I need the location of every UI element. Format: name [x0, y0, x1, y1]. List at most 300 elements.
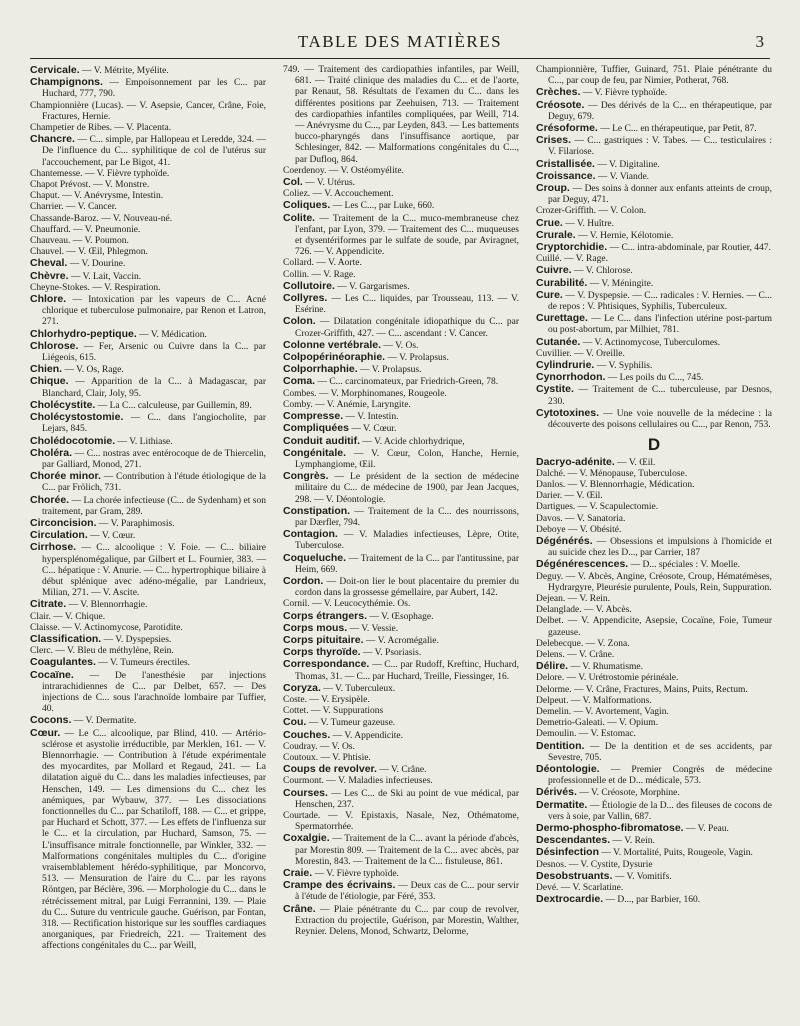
entry-headword: Dérivés. [536, 786, 577, 799]
entry-text: — De la dentition et de ses accidents, par Sevestre, 705. [548, 741, 772, 763]
entry-text: Darier. — V. Œil. [536, 491, 603, 502]
entry-text: Deguy. — V. Abcès, Angine, Créosote, Croup, Hématémèses, Hydrargyre, Pleurésie purulente, Pouls, Rein, Suppuration. [536, 571, 772, 593]
entry-text: — V. Dyspepsie. — C... radicales : V. Hernies. — C... de repos : V. Phtisiques, Syphilis, Tuberculeux. [548, 290, 772, 313]
entry-text: — Les C..., par Luke, 660. [332, 201, 435, 212]
index-entry [536, 242, 772, 254]
entry-headword: Cordon. [283, 574, 324, 587]
entry-text: Delore. — V. Urétrostomie périnéale. [536, 673, 679, 684]
index-entry [536, 206, 772, 217]
index-entry [536, 639, 772, 650]
index-entry [283, 730, 519, 742]
entry-text: Championnière (Lucas). — V. Asepsie, Cancer, Crâne, Foie, Fractures, Hernie. [30, 100, 266, 122]
entry-text: Chapot Prévost. — V. Monstre. [30, 180, 150, 191]
entry-text: — V. Créosote, Morphine. [579, 788, 680, 799]
index-entry [536, 707, 772, 718]
index-entry [536, 480, 772, 491]
entry-text: Chauvel. — V. Œil, Phlegmon. [30, 247, 148, 258]
index-entry [283, 742, 519, 753]
entry-headword: Colite. [283, 211, 316, 224]
entry-text: — V. Lait, Vaccin. [70, 271, 142, 282]
entry-text: — C... nostras avec entérocoque de de Thiercelin, par Galliard, Monod, 271. [42, 448, 266, 470]
index-entry [30, 715, 266, 727]
index-entry [30, 341, 266, 364]
index-entry [536, 491, 772, 502]
entry-headword: Colon. [283, 315, 316, 328]
entry-headword: Chlore. [30, 293, 67, 306]
entry-text: — V. Œil. [617, 457, 656, 468]
entry-headword: Coma. [283, 375, 316, 388]
entry-text: Devé. — V. Scarlatine. [536, 883, 624, 894]
entry-headword: Colporrhaphie. [283, 363, 358, 376]
index-entry [30, 180, 266, 191]
entry-text: Clair. — V. Chique. [30, 611, 106, 622]
index-entry [283, 695, 519, 706]
entry-text: Demelin. — V. Avortement, Vagin. [536, 706, 669, 717]
entry-headword: Collyres. [283, 292, 328, 305]
entry-text: — Les C... de Ski au point de vue médical, par Henschen, 237. [295, 788, 519, 810]
entry-text: Charrier. — V. Cancer. [30, 202, 117, 213]
entry-headword: Citrate. [30, 598, 67, 611]
index-entry [536, 605, 772, 616]
entry-text: Delanglade. — V. Abcès. [536, 605, 632, 616]
entry-text: — V. Huître. [565, 218, 614, 229]
entry-text: Chaput. — V. Anévrysme, Intestin. [30, 191, 164, 202]
index-entry [30, 634, 266, 646]
index-entry [30, 101, 266, 123]
index-entry [536, 408, 772, 431]
entry-headword: Crèches. [536, 86, 581, 99]
entry-text: — V. Méningite. [589, 278, 654, 289]
entry-text: — Traitement de la C... par l'antitussine, par Heim, 669. [295, 553, 519, 575]
index-entry [30, 542, 266, 599]
entry-text: — C... gastriques : V. Tabes. — C... testiculaires : V. Filariose. [548, 136, 772, 158]
entry-text: — La C... calculeuse, par Guillemin, 89. [97, 400, 252, 411]
entry-text: — Fer, Arsenic ou Cuivre dans la C... par Liégeois, 615. [42, 341, 266, 364]
entry-text: Demetrio-Galeati. — V. Opium. [536, 718, 659, 729]
entry-headword: Dégénérescences. [536, 558, 629, 571]
index-entry [536, 313, 772, 336]
entry-text: — De l'anesthésie par injections intrarachidiennes de C... par Delbet, 657. — Des injections de C... sous l'arachnoïde lombaire par Tuffier, 40. [42, 670, 266, 715]
entry-text: — V. Blennorrhagie. [68, 600, 148, 611]
entry-headword: Classification. [30, 632, 102, 645]
index-entry [536, 871, 772, 883]
entry-text: — Doit-on lier le bout placentaire du premier du cordon dans la grossesse gémellaire, par Aubert, 142. [295, 576, 519, 599]
entry-text: Cottet. — V. Suppurations [283, 706, 384, 717]
entry-text: — V. Peau. [685, 824, 729, 834]
index-entry [536, 278, 772, 290]
entry-headword: Courses. [283, 786, 328, 799]
entry-headword: Cure. [536, 288, 563, 301]
index-entry [536, 650, 772, 661]
entry-text: — V. Prolapsus. [387, 353, 449, 364]
entry-headword: Corps thyroïde. [283, 646, 361, 659]
entry-headword: Cuivre. [536, 264, 572, 277]
index-entry [536, 457, 772, 469]
entry-headword: Colpopérinéoraphie. [283, 351, 386, 364]
entry-text: — Le C... en thérapeutique, par Petit, 87. [600, 124, 757, 135]
entry-text: Clerc. — V. Bleu de méthylène, Rein. [30, 646, 174, 657]
index-entry [536, 718, 772, 729]
entry-headword: Cholécystite. [30, 398, 96, 411]
index-entry [536, 536, 772, 559]
entry-text: — V. Gargarismes. [337, 281, 410, 292]
index-entry [536, 384, 772, 407]
index-entry [30, 202, 266, 213]
index-entry [536, 685, 772, 696]
entry-headword: Crâne. [283, 902, 316, 915]
entry-headword: Crue. [536, 216, 563, 229]
entry-headword: Cynorrhodon. [536, 371, 606, 384]
entry-text: Combes. — V. Morphinomanes, Rougeole. [283, 388, 447, 399]
entry-text: Delens. — V. Crâne. [536, 649, 615, 660]
entry-text: Davos. — V. Sanatoria. [536, 513, 626, 524]
entry-headword: Cocons. [30, 714, 72, 727]
entry-text: — C... dans l'angiocholite, par Lejars, 845. [42, 413, 266, 435]
index-entry [536, 661, 772, 673]
entry-text: Claisse. — V. Actinomycose, Parotidite. [30, 622, 183, 633]
entry-headword: Dacryo-adénite. [536, 455, 615, 468]
entry-headword: Correspondance. [283, 658, 370, 671]
entry-text: — V. Œsophage. [369, 611, 434, 622]
entry-text: Delebecque. — V. Zona. [536, 638, 630, 649]
entry-text: — V. Médication. [139, 329, 207, 340]
entry-text: — V. Tuberculeux. [323, 683, 396, 694]
entry-headword: Coqueluche. [283, 551, 347, 564]
entry-text: — Étiologie de la D... des fileuses de cocons de vers à soie, par Vallin, 687. [548, 800, 772, 822]
index-entry [536, 572, 772, 594]
entry-headword: Cœur. [30, 726, 61, 739]
entry-text: — V. Vessie. [349, 623, 399, 634]
entry-text: — V. Dyspepsies. [103, 634, 172, 645]
index-entry [283, 258, 519, 269]
entry-text: Delbet. — V. Appendicite, Asepsie, Cocaïne, Foie, Tumeur gazeuse. [536, 616, 772, 638]
index-entry [283, 293, 519, 316]
index-entry [283, 811, 519, 833]
entry-text: Coerdenoy. — V. Ostéomyélite. [283, 165, 404, 176]
entry-text: — Traitement de la C... des nourrissons, par Dærfler, 794. [295, 506, 519, 528]
index-entry [536, 800, 772, 823]
entry-text: — Traitement de C... tuberculeuse, par Desnos, 230. [548, 385, 772, 407]
entry-text: — V. Tumeurs érectiles. [98, 658, 191, 669]
index-entry [536, 696, 772, 707]
entry-headword: Circulation. [30, 529, 88, 542]
index-entry [283, 177, 519, 189]
entry-headword: Compresse. [283, 410, 344, 423]
entry-text: — V. Os. [383, 340, 419, 351]
entry-text: — V. Acromégalie. [365, 635, 439, 646]
entry-text: — La chorée infectieuse (C... de Sydenham) et son traitement, par Gram, 289. [42, 495, 266, 517]
entry-headword: Coups de revolver. [283, 763, 377, 776]
index-entry [536, 290, 772, 313]
entry-text: — Les C... liquides, par Trousseau, 113. — V. Esérine. [295, 294, 519, 316]
entry-text: Deboye — V. Obésité. [536, 524, 622, 535]
entry-headword: Désinfection [536, 846, 600, 859]
entry-text: Champetier de Ribes. — V. Placenta. [30, 123, 172, 134]
index-entry [283, 166, 519, 177]
index-entry [283, 659, 519, 682]
entry-headword: Dermo-phospho-fibromatose. [536, 822, 684, 834]
entry-headword: Constipation. [283, 504, 351, 517]
entry-text: Delpeut. — V. Malformations. [536, 695, 652, 706]
entry-text: — V. Mortalité, Puits, Rougeole, Vagin. [601, 848, 753, 859]
entry-headword: Crurale. [536, 228, 576, 241]
entry-headword: Cylindrurie. [536, 359, 595, 372]
index-entry [283, 471, 519, 506]
entry-headword: Col. [283, 176, 303, 189]
index-entry [536, 469, 772, 480]
entry-text: — Des soins à donner aux enfants atteints de croup, par Deguy, 471. [548, 184, 772, 206]
index-entry [536, 616, 772, 638]
index-entry [536, 100, 772, 123]
entry-text: — V. Crâne. [379, 765, 427, 776]
entry-text: — C... simple, par Hallopeau et Leredde, 324. — De l'influence du C... syphilitique de col de l'utérus sur l'accouchement, par Le Bigot, 41. [42, 135, 266, 168]
entry-text: — Empoisonnement par les C... par Huchard, 777, 790. [42, 78, 266, 100]
index-entry [536, 847, 772, 859]
index-entry [283, 364, 519, 376]
entry-text: Coudray. — V. Os. [283, 741, 355, 752]
entry-text: — V. Dermatite. [73, 716, 137, 727]
index-entry [536, 894, 772, 906]
entry-text: Collard. — V. Aorte. [283, 258, 362, 269]
entry-headword: Corps mous. [283, 621, 348, 634]
entry-headword: Chancre. [30, 133, 75, 146]
entry-text: Dejean. — V. Rein. [536, 593, 611, 604]
entry-text: — C... carcinomateux, par Friedrich-Green, 78. [317, 377, 499, 388]
running-title: TABLE DES MATIÈRES [297, 32, 503, 51]
index-entry [536, 764, 772, 787]
entry-text: Courtade. — V. Epistaxis, Nasale, Nez, Othématome, Spermatorrhée. [283, 811, 519, 833]
index-entry [283, 553, 519, 576]
entry-text: — V. Métrite, Myélite. [82, 66, 169, 76]
entry-headword: Cou. [283, 716, 307, 729]
entry-headword: Chique. [30, 375, 69, 388]
entry-text: Dartigues. — V. Scapulectomie. [536, 502, 659, 513]
entry-text: — V. Tumeur gazeuse. [308, 718, 396, 729]
entry-headword: Chlorhydro-peptique. [30, 327, 137, 340]
entry-text: — Des dérivés de la C... en thérapeutique, par Deguy, 679. [548, 100, 772, 122]
entry-headword: Coliques. [283, 199, 331, 212]
index-entry [30, 191, 266, 202]
entry-headword: Colonne vertébrale. [283, 338, 382, 351]
index-entry [283, 213, 519, 259]
index-entry [30, 376, 266, 399]
index-entry [30, 599, 266, 611]
entry-text: — Premier Congrès de médecine professionnelle et de D... médicale, 573. [548, 764, 772, 787]
entry-headword: Conduit auditif. [283, 434, 360, 447]
entry-text: — Contribution à l'étude étiologique de la C... par Frölich, 731. [42, 472, 266, 494]
entry-text: Coste. — V. Erysipèle. [283, 694, 370, 705]
entry-headword: Contagion. [283, 528, 338, 541]
entry-headword: Cheval. [30, 257, 68, 270]
index-entry [30, 294, 266, 329]
entry-headword: Délire. [536, 660, 569, 673]
index-entry [30, 471, 266, 494]
entry-text: — V. Chlorose. [573, 266, 633, 277]
entry-headword: Dégénérés. [536, 534, 593, 547]
entry-text: — V. Psoriasis. [362, 648, 422, 659]
entry-headword: Crises. [536, 134, 572, 147]
index-entry [536, 514, 772, 525]
entry-headword: Chorée. [30, 493, 70, 506]
index-entry [30, 134, 266, 169]
entry-text: Desnos. — V. Cystite, Dysurie [536, 859, 653, 870]
index-entry [30, 728, 266, 953]
entry-text: — C... par Rudoff, Kreftinc, Huchard, Thomas, 31. — C... par Huchard, Treille, Fiessinger, 16. [295, 660, 519, 682]
entry-headword: Cholécystostomie. [30, 411, 124, 424]
index-entry [283, 200, 519, 212]
index-entry [536, 135, 772, 158]
entry-headword: Cervicale. [30, 65, 80, 76]
entry-text: — V. Viande. [597, 171, 650, 182]
entry-headword: Couches. [283, 728, 331, 741]
entry-headword: Cristallisée. [536, 157, 595, 170]
index-entry [536, 594, 772, 605]
entry-text: — Apparition de la C... à Madagascar, par Blanchard, Clair, Joly, 95. [42, 377, 266, 399]
entry-headword: Cytotoxines. [536, 406, 600, 419]
entry-headword: Crampe des écrivains. [283, 879, 396, 892]
entry-text: — D... spéciales : V. Moelle. [630, 560, 741, 571]
index-entry [283, 880, 519, 903]
entry-headword: Congénitale. [283, 446, 347, 459]
entry-text: — Deux cas de C... pour servir à l'étude de l'étiologie, par Féré, 353. [295, 881, 519, 903]
entry-headword: Chlorose. [30, 339, 79, 352]
entry-headword: Coryza. [283, 681, 321, 694]
entry-text: Comby. — V. Anémie, Laryngite. [283, 399, 411, 410]
section-letter: D [647, 435, 661, 455]
entry-text: 749. — Traitement des cardiopathies infantiles, par Weill, 681. — Traité clinique des maladies du C... et de l'aorte, par Renaut, 58. Résultats de l'examen du C... dans les différentes positions par Zeehuisen, 713. — Traitement des cardiopathies infantiles compliquées, par Weill, 714. — Anévrysme du C..., par Leyden, 843. — Les battements bucco-pharyngés dans l'insuffisance aortique, par Schlesinger, 842. — Malformations congénitales du C..., par Dufloq, 864. [283, 65, 519, 165]
index-entry [30, 225, 266, 236]
entry-headword: Cryptorchidie. [536, 241, 608, 254]
entry-headword: Cholédocotomie. [30, 434, 116, 447]
entry-headword: Dermatite. [536, 798, 588, 811]
entry-headword: Crésoforme. [536, 122, 598, 135]
entry-text: — Le C... dans l'infection utérine post-partum ou post-abortum, par Milhiet, 781. [548, 314, 772, 336]
entry-headword: Déontologie. [536, 762, 600, 775]
index-entry [283, 529, 519, 552]
entry-headword: Cirrhose. [30, 541, 77, 554]
entry-text: — V. Lithiase. [117, 436, 173, 447]
entry-text: — V. Digitaline. [597, 159, 660, 170]
entry-headword: Croissance. [536, 169, 596, 182]
entry-text: — V. Rhumatisme. [570, 662, 643, 673]
index-entry [536, 673, 772, 684]
entry-headword: Curabilité. [536, 276, 588, 289]
entry-text: — D..., par Barbier, 160. [605, 895, 701, 906]
index-entry [283, 764, 519, 776]
index-entry [283, 904, 519, 939]
entry-headword: Corps étrangers. [283, 609, 368, 622]
entry-headword: Chien. [30, 363, 63, 376]
index-entry [283, 788, 519, 811]
entry-text: — V. Acide chlorhydrique, [362, 436, 465, 447]
index-entry [283, 506, 519, 529]
index-entry [30, 77, 266, 100]
entry-text: Coliez. — V. Accouchement. [283, 189, 394, 200]
entry-text: — C... alcoolique : V. Foie. — C... biliaire hypersplénomégalique, par Gilbert et L. Fournier, 383. — C... hépatique : V. Anurie. — C... hypertrophique biliaire à début splénique avec adéno-mégalie, par Landrieux, Milian, 271. — V. Ascite. [42, 543, 266, 599]
entry-text: — V. Appendicite. [332, 730, 404, 741]
entry-headword: Curettage. [536, 312, 588, 325]
index-entry [536, 123, 772, 135]
entry-text: — V. Cœur, Colon, Hanche, Hernie, Lymphangiome, Œil. [295, 448, 519, 470]
entry-headword: Coagulantes. [30, 656, 96, 669]
entry-text: Chantemesse. — V. Fièvre typhoïde. [30, 168, 170, 179]
entry-headword: Craie. [283, 867, 313, 880]
entry-headword: Coxalgie. [283, 832, 330, 845]
entry-headword: Choléra. [30, 446, 73, 459]
entry-text: — V. Cœur. [351, 424, 397, 435]
index-entry [283, 576, 519, 599]
entry-headword: Dextrocardie. [536, 893, 604, 906]
entry-text: — Dilatation congénitale idiopathique du C... par Crozer-Griffith, 427. — C... ascendant : V. Cancer. [295, 317, 519, 339]
index-entry [30, 236, 266, 247]
index-entry [283, 706, 519, 717]
entry-text: Championnière, Tuffier, Guinard, 751. Plaie pénétrante du C..., par coup de feu, par Nimier, Potherat, 768. [536, 65, 772, 87]
entry-text: — V. Os, Rage. [64, 365, 124, 376]
entry-text: Collin. — V. Rage. [283, 269, 356, 280]
entry-text: Chauveau. — V. Poumon. [30, 236, 129, 247]
entry-headword: Chèvre. [30, 269, 69, 282]
header-rule [30, 58, 770, 59]
index-entry [283, 389, 519, 400]
index-entry [30, 612, 266, 623]
entry-text: — V. Intestin. [345, 412, 399, 423]
index-entry [536, 65, 772, 87]
entry-text: — Obsessions et impulsions à l'homicide et au suicide chez les D..., par Carrier, 187 [548, 536, 772, 559]
index-entry [536, 559, 772, 571]
entry-text: — V. Maladies infectieuses, Lèpre, Otite, Tuberculose. [295, 530, 519, 552]
entry-text: — C... intra-abdominale, par Routier, 447. [609, 243, 771, 254]
index-columns [30, 65, 772, 1020]
entry-text: — V. Paraphimosis. [98, 518, 175, 529]
entry-headword: Chorée minor. [30, 470, 101, 483]
entry-text: — Traitement de la C... muco-membraneuse chez l'enfant, par Lyon, 379. — Traitement des C... muqueuses et dysentériformes par le sulfate de soude, par Aviragnet, 726. — V. Appendicite. [295, 213, 519, 258]
entry-text: Chauffard. — V. Pneumonie. [30, 224, 141, 235]
index-entry [30, 495, 266, 518]
page-number: 3 [755, 32, 764, 51]
index-entry [283, 376, 519, 388]
entry-text: Courmont. — V. Maladies infectieuses. [283, 776, 433, 787]
index-entry [283, 448, 519, 471]
entry-headword: Collutoire. [283, 279, 335, 292]
entry-text: — Les poils du C..., 745. [607, 373, 704, 384]
index-entry [536, 171, 772, 183]
entry-headword: Desobstruants. [536, 869, 613, 882]
entry-text: — Plaie pénétrante du C... par coup de revolver, Extraction du projectile, Guérison, par Morestin, Walther, Reynier. Delens, Monod, Schwartz, Delorme, [295, 904, 519, 938]
index-entry [30, 214, 266, 225]
entry-text: Dalché. — V. Ménopause, Tuberculose. [536, 468, 688, 479]
entry-headword: Congrès. [283, 470, 329, 483]
entry-text: — V. Fièvre typhoïde. [314, 869, 399, 880]
entry-text: Cuvillier. — V. Oreille. [536, 348, 625, 359]
column-3 [536, 65, 772, 1020]
index-entry [30, 169, 266, 180]
index-entry [283, 316, 519, 339]
entry-text: — V. Utérus. [305, 178, 356, 189]
entry-text: Demoulin. — V. Estomac. [536, 729, 636, 740]
entry-text: — V. Rein. [612, 836, 655, 847]
entry-text: — Une voie nouvelle de la médecine : la découverte des poisons cellulaires ou C..., par Renon, 753. [548, 408, 772, 431]
entry-text: Cuillé. — V. Rage. [536, 254, 608, 265]
index-entry [536, 741, 772, 764]
entry-text: — V. Fièvre typhoïde. [582, 88, 668, 99]
entry-text: Crozer-Griffith. — V. Colon. [536, 206, 647, 217]
index-entry [30, 271, 266, 283]
entry-headword: Descendantes. [536, 834, 611, 847]
entry-headword: Cutanée. [536, 335, 581, 348]
entry-text: — Le C... alcoolique, par Blind, 410. — Artério-sclérose et asystolie irréductible, par Merklen, 161. — V. Blennorrhagie. — Contribution à l'étude expérimentale des myocardites, par Mollard et Regaud, 241. — La dilatation aiguë du C... dans les maladies infectieuses, par Henschen, 149. — Les dimensions du C... chez les anémiques, par Wybauw, 377. — Les dissociations fonctionnelles du C... par Schatiloff, 188. — C... et grippe, par Huchard et Schott, 377. — Les effets de l'influenza sur le C... et la circulation, par Huchard, Samson, 75. — L'insuffisance mitrale fonctionnelle, par Winkler, 332. — Malformations congénitales multiples du C... d'origine vraisemblablement hérédo-syphilitique, par Moncorvo, 513. — Mensuration de l'aire du C... par les rayons Röntgen, par Béclère, 396. — Morphologie du C... dans le rétrécissement mitral, par Luigi Ferrannini, 139. — Plaie du C... Suture du ventricule gauche. Guérison, par Fontan, 318. — Rectification historique sur les souffles cardiaques anorganiques, par Friedreich, 221. — Traitement des affections congénitales du C... par Weill, [42, 728, 266, 952]
entry-headword: Croup. [536, 182, 570, 195]
entry-headword: Cystite. [536, 383, 574, 396]
